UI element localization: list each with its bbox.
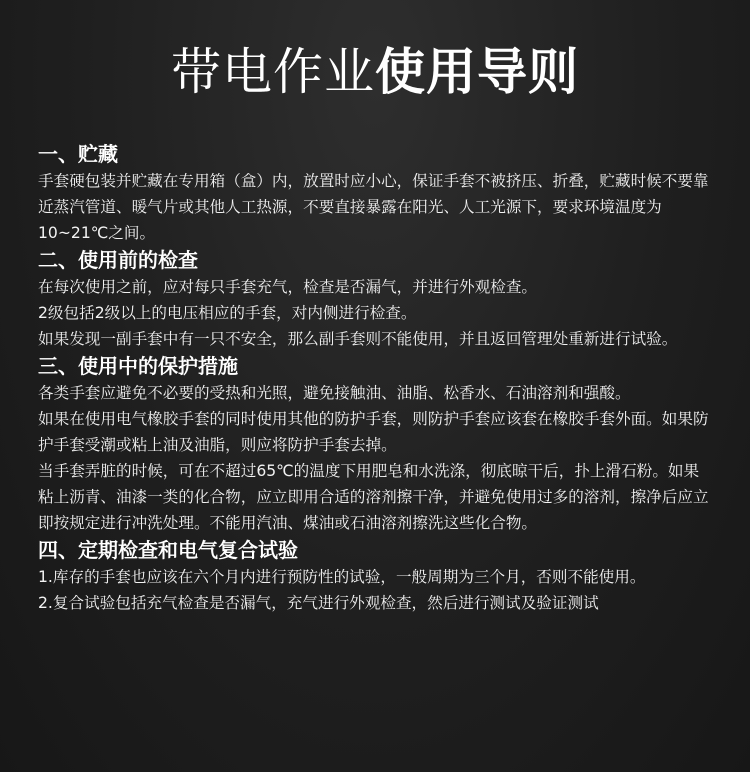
section-pre-use-check [38, 246, 714, 352]
section-paragraph: 各类手套应避免不必要的受热和光照，避免接触油、油脂、松香水、石油溶剂和强酸。 [38, 384, 631, 402]
section-paragraph: 当手套弄脏的时候，可在不超过65℃的温度下用肥皂和水洗涤，彻底晾干后，扑上滑石粉。如果粘上沥青、油漆一类的化合物，应立即用合适的溶剂擦干净，并避免使用过多的溶剂，擦净后应立即按规定进行冲洗处理。不能用汽油、煤油或石油溶剂擦洗这些化合物。 [38, 462, 709, 532]
section-paragraph: 在每次使用之前，应对每只手套充气，检查是否漏气，并进行外观检查。 [38, 278, 538, 296]
section-heading: 二、使用前的检查 [38, 248, 198, 272]
guide-content [38, 140, 714, 616]
section-paragraph: 2.复合试验包括充气检查是否漏气，充气进行外观检查，然后进行测试及验证测试 [38, 594, 599, 612]
page-title-bold: 使用导则 [375, 43, 579, 101]
section-heading: 一、贮藏 [38, 142, 118, 166]
section-paragraph: 手套硬包装并贮藏在专用箱（盒）内，放置时应小心，保证手套不被挤压、折叠，贮藏时候不要靠近蒸汽管道、暖气片或其他人工热源，不要直接暴露在阳光、人工光源下，要求环境温度为10~21℃之间。 [38, 172, 709, 242]
section-paragraph: 如果在使用电气橡胶手套的同时使用其他的防护手套，则防护手套应该套在橡胶手套外面。如果防护手套受潮或粘上油及油脂，则应将防护手套去掉。 [38, 410, 709, 454]
section-in-use-protection [38, 352, 714, 536]
page-title [0, 40, 750, 104]
page-title-light: 带电作业 [171, 43, 375, 101]
section-paragraph: 1.库存的手套也应该在六个月内进行预防性的试验，一般周期为三个月，否则不能使用。 [38, 568, 646, 586]
section-paragraph: 如果发现一副手套中有一只不安全，那么副手套则不能使用，并且返回管理处重新进行试验。 [38, 330, 678, 348]
section-heading: 四、定期检查和电气复合试验 [38, 538, 298, 562]
section-heading: 三、使用中的保护措施 [38, 354, 238, 378]
section-storage [38, 140, 714, 246]
section-periodic-test [38, 536, 714, 616]
section-paragraph: 2级包括2级以上的电压相应的手套，对内侧进行检查。 [38, 304, 417, 322]
